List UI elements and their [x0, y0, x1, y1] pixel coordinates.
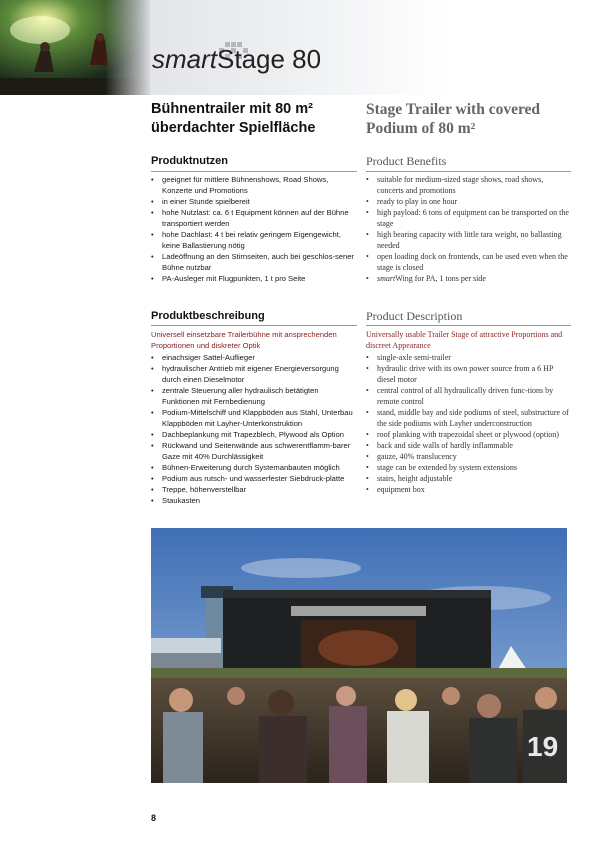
list-item: • stand, middle bay and side podiums of steel, substructure of the side podiums with Layher underconstruction — [366, 407, 571, 429]
smartwing-rest: Wing for PA, 1 tons per side — [395, 274, 486, 283]
benefits-heading-de: Produktnutzen — [151, 155, 228, 167]
title-de-line1: Bühnentrailer mit 80 m² — [151, 101, 313, 117]
description-list-en — [366, 352, 571, 495]
header-band — [0, 0, 600, 95]
list-item: • hydraulic drive with its own power source from a 6 HP diesel motor — [366, 363, 571, 385]
list-item: • PA-Ausleger mit Flugpunkten, 1 t pro Seite — [151, 273, 357, 284]
list-item: • ready to play in one hour — [366, 196, 571, 207]
list-item: • einachsiger Sattel-Auflieger — [151, 352, 357, 363]
list-item: • Podium-Mittelschiff und Klappböden aus Stahl, Unterbau Klappböden mit Layher-Unterkonstruktion — [151, 407, 357, 429]
list-item: • single-axle semi-trailer — [366, 352, 571, 363]
list-item: • back and side walls of hardly inflammable — [366, 440, 571, 451]
list-item: • Dachbeplankung mit Trapezblech, Plywood als Option — [151, 429, 357, 440]
title-en — [366, 100, 571, 138]
benefits-list-de — [151, 174, 357, 284]
list-item: • stairs, height adjustable — [366, 473, 571, 484]
smart-italic: smart — [377, 274, 396, 283]
concert-photo — [151, 528, 567, 783]
list-item: • gauze, 40% translucency — [366, 451, 571, 462]
product-logo — [152, 44, 321, 75]
list-item-smartwing — [366, 273, 571, 284]
concert-photo-drawing — [151, 528, 567, 783]
description-intro-de: Universell einsetzbare Trailerbühne mit ansprechenden Proportionen und diskreter Optik — [151, 330, 337, 350]
benefits-rule-de — [151, 171, 357, 172]
description-intro-en: Universally usable Trailer Stage of attractive Proportions and discreet Appearance — [366, 330, 563, 350]
description-heading-de: Produktbeschreibung — [151, 310, 265, 322]
list-item: • central control of all hydraulically driven func-tions by remote control — [366, 385, 571, 407]
english-column — [366, 100, 571, 494]
benefits-list-en — [366, 174, 571, 284]
list-item: • geeignet für mittlere Bühnenshows, Road Shows, Konzerte und Promotions — [151, 174, 357, 196]
title-en-line2: Podium of 80 m² — [366, 120, 476, 137]
list-item: • Bühnen-Erweiterung durch Systemanbauten möglich — [151, 462, 357, 473]
list-item: • Ladeöffnung an den Stirnseiten, auch bei geschlos-sener Bühne nutzbar — [151, 251, 357, 273]
description-list-de — [151, 352, 357, 506]
list-item: • Treppe, höhenverstellbar — [151, 484, 357, 495]
list-item: • hydraulischer Antrieb mit eigener Energieversorgung durch einen Dieselmotor — [151, 363, 357, 385]
description-heading-en: Product Description — [366, 309, 463, 323]
list-item: • hohe Dachlast: 4 t bei relativ geringem Eigengewicht, keine Ballastierung nötig — [151, 229, 357, 251]
concert-header-image — [0, 0, 150, 95]
jersey-number: 19 — [527, 731, 559, 762]
list-item: • high payload: 6 tons of equipment can be transported on the stage — [366, 207, 571, 229]
benefits-heading-en: Product Benefits — [366, 154, 447, 168]
list-item: • equipment box — [366, 484, 571, 495]
title-de-line2: überdachter Spielfläche — [151, 120, 316, 136]
logo-smart: smart — [152, 44, 217, 74]
list-item: • Podium aus rutsch- und wasserfester Siebdruck-platte — [151, 473, 357, 484]
logo-stage: Stage 80 — [217, 44, 322, 74]
list-item: • roof planking with trapezoidal sheet or plywood (option) — [366, 429, 571, 440]
list-item: • open loading dock on frontends, can be used even when the stage is closed — [366, 251, 571, 273]
list-item: • zentrale Steuerung aller hydraulisch betätigten Funktionen mit Fernbedienung — [151, 385, 357, 407]
german-column — [151, 100, 357, 505]
list-item: • in einer Stunde spielbereit — [151, 196, 357, 207]
title-de — [151, 100, 357, 138]
list-item: • high bearing capacity with little tara weight, no ballasting needed — [366, 229, 571, 251]
title-en-line1: Stage Trailer with covered — [366, 101, 541, 118]
list-item: • stage can be extended by system extensions — [366, 462, 571, 473]
list-item: • Rückwand und Seitenwände aus schwerentflamm-barer Gaze mit 40% Durchlässigkeit — [151, 440, 357, 462]
list-item: • suitable for medium-sized stage shows, road shows, concerts and promotions — [366, 174, 571, 196]
description-rule-de — [151, 325, 357, 326]
description-rule-en — [366, 325, 571, 326]
benefits-rule-en — [366, 171, 571, 172]
page-number: 8 — [151, 813, 157, 823]
list-item: • hohe Nutzlast: ca. 6 t Equipment können auf der Bühne transportiert werden — [151, 207, 357, 229]
list-item: • Staukasten — [151, 495, 357, 506]
